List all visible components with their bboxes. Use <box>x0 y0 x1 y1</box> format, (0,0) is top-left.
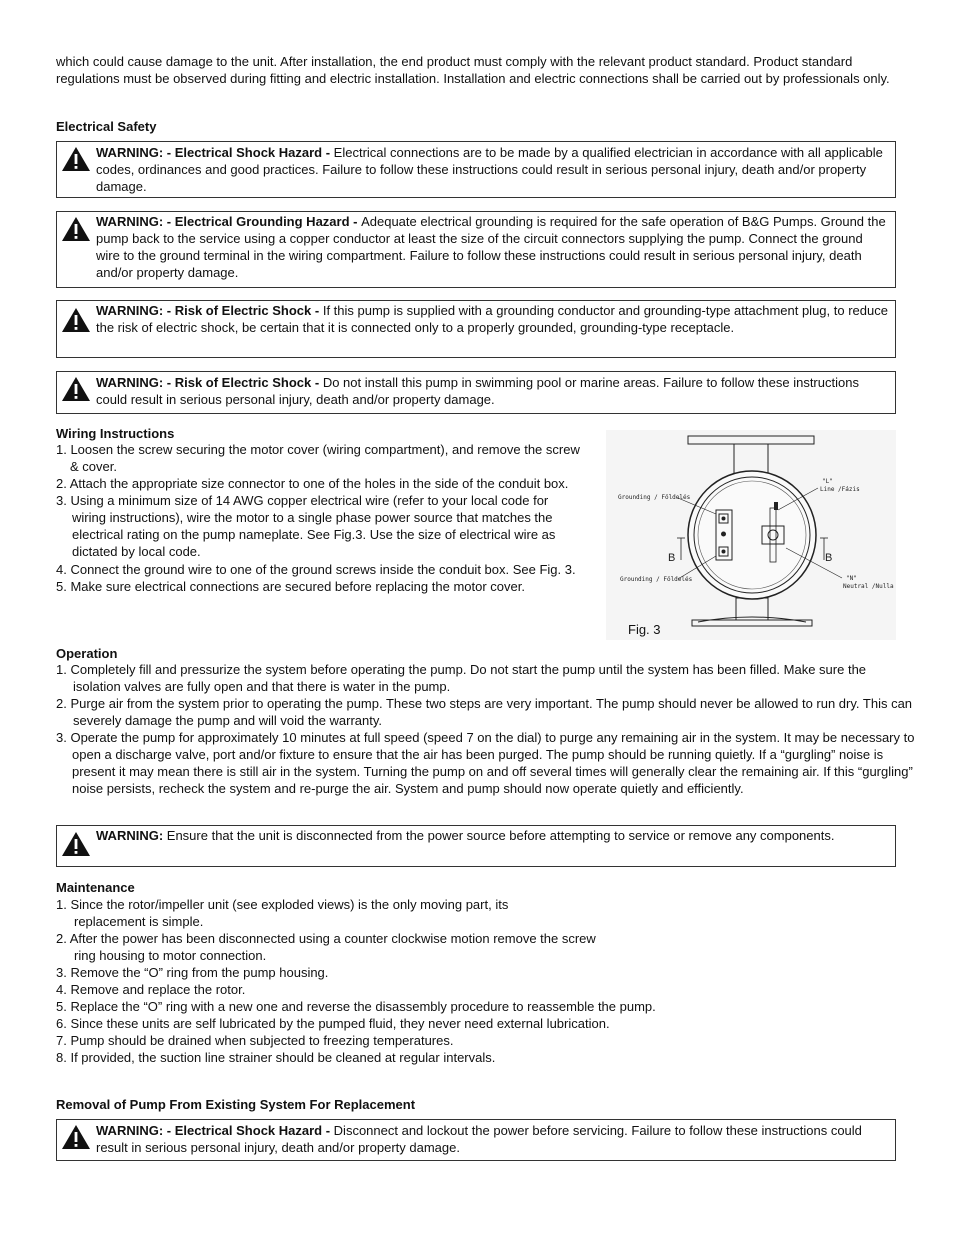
warning-text: Do not install this pump in swimming pool or marine areas. Failure to follow these instructions could result in serious personal injury, death and/or property damage. <box>96 375 859 407</box>
wiring-steps-list <box>56 441 584 595</box>
list-item: 4. Remove and replace the rotor. <box>56 982 246 997</box>
warning-text: Disconnect and lockout the power before servicing. Failure to follow these instructions could result in serious personal injury, death and/or property damage. <box>96 1123 862 1155</box>
warning-label: WARNING: - Electrical Grounding Hazard - <box>96 214 362 229</box>
warning-text: If this pump is supplied with a grounding conductor and grounding-type attachment plug, to reduce the risk of electric shock, be certain that it is connected only to a properly grounded, grounding-type receptacle. <box>96 303 888 335</box>
list-item: 4. Connect the ground wire to one of the ground screws inside the conduit box. See Fig. 3. <box>56 562 576 577</box>
section-b-left: B <box>668 552 676 564</box>
label-line-fazis: Line /Fázis <box>820 486 860 493</box>
list-item: 3. Remove the “O” ring from the pump housing. <box>56 965 329 980</box>
warning-triangle-icon <box>61 1124 91 1150</box>
warning-text: Electrical connections are to be made by a qualified electrician in accordance with all applicable codes, ordinances and good practices. Failure to follow these instructions could result in serious personal injury, death and/or property damage. <box>96 145 883 194</box>
warning-triangle-icon <box>61 146 91 172</box>
label-neutral-nulla: Neutral /Nulla <box>843 583 894 590</box>
warning-box-disconnect <box>56 825 896 867</box>
motor-housing <box>688 471 816 599</box>
list-item: 1. Since the rotor/impeller unit (see exploded views) is the only moving part, its replacement is simple. <box>56 897 509 929</box>
warning-label: WARNING: <box>96 828 164 843</box>
list-item: 7. Pump should be drained when subjected to freezing temperatures. <box>56 1033 454 1048</box>
label-grounding-top: Grounding / Földelés <box>618 494 691 501</box>
warning-triangle-icon <box>61 307 91 333</box>
wiring-instructions-heading: Wiring Instructions <box>56 426 175 441</box>
label-grounding-bottom: Grounding / Földelés <box>620 576 693 583</box>
warning-triangle-icon <box>61 376 91 402</box>
electrical-safety-heading: Electrical Safety <box>56 119 157 134</box>
warning-box-electric-shock-grounding <box>56 300 896 358</box>
operation-heading: Operation <box>56 646 118 661</box>
list-item: 2. Purge air from the system prior to operating the pump. These two steps are very important. The pump should never be allowed to run dry. This can severely damage the pump and will void the warranty. <box>56 696 913 728</box>
pump-wiring-diagram <box>606 430 896 640</box>
list-item: 6. Since these units are self lubricated by the pumped fluid, they never need external lubrication. <box>56 1016 610 1031</box>
warning-label: WARNING: - Risk of Electric Shock - <box>96 375 323 390</box>
figure-caption: Fig. 3 <box>628 622 661 637</box>
warning-box-shock-hazard <box>56 141 896 198</box>
warning-text: Ensure that the unit is disconnected from the power source before attempting to service or remove any components. <box>163 828 835 843</box>
list-item: 5. Replace the “O” ring with a new one and reverse the disassembly procedure to reassemble the pump. <box>56 999 656 1014</box>
label-neutral-n: "N" <box>846 575 857 582</box>
warning-text: Adequate electrical grounding is required for the safe operation of B&G Pumps. Ground the pump back to the service using a copper conductor at least the size of the circuit connectors supplying the pump. Connect the ground wire to the ground terminal in the wiring compartment. Failure to follow these instructions could result in serious personal injury, death and/or property damage. <box>96 214 886 280</box>
section-b-right: B <box>825 552 833 564</box>
warning-label: WARNING: - Electrical Shock Hazard - <box>96 145 334 160</box>
list-item: 2. Attach the appropriate size connector to one of the holes in the side of the conduit box. <box>56 476 569 491</box>
list-item: 1. Loosen the screw securing the motor cover (wiring compartment), and remove the screw & cover. <box>56 442 580 474</box>
maintenance-heading: Maintenance <box>56 880 135 895</box>
removal-heading: Removal of Pump From Existing System For Replacement <box>56 1097 416 1112</box>
operation-steps-list <box>56 661 916 797</box>
warning-box-removal-shock <box>56 1119 896 1161</box>
warning-box-grounding-hazard <box>56 211 896 288</box>
list-item: 3. Using a minimum size of 14 AWG copper electrical wire (refer to your local code for wiring instructions), wire the motor to a single phase power source that matches the electrical rating on the pump nameplate. See Fig.3. Use the size of electrical wire as dictated by local code. <box>56 493 556 559</box>
warning-label: WARNING: - Risk of Electric Shock - <box>96 303 323 318</box>
intro-paragraph: which could cause damage to the unit. After installation, the end product must comply with the relevant product standard. Product standard regulations must be observed during fitting and electric installation. Installation and electric connections shall be carried out by professionals only. <box>56 54 890 86</box>
warning-label: WARNING: - Electrical Shock Hazard - <box>96 1123 334 1138</box>
warning-triangle-icon <box>61 831 91 857</box>
warning-box-electric-shock-pool <box>56 371 896 414</box>
list-item: 1. Completely fill and pressurize the system before operating the pump. Do not start the pump until the system has been filled. Make sure the isolation valves are fully open and that there is water in the pump. <box>56 662 867 694</box>
warning-triangle-icon <box>61 216 91 242</box>
list-item: 2. After the power has been disconnected using a counter clockwise motion remove the screw ring housing to motor connection. <box>56 931 596 963</box>
label-line-l: "L" <box>822 478 833 485</box>
list-item: 3. Operate the pump for approximately 10 minutes at full speed (speed 7 on the dial) to purge any remaining air in the system. It may be necessary to open a discharge valve, port and/or fixture to ensure that the air has been purged. The pump should be running quietly. If a “gurgling” noise is present it may mean there is still air in the system. Turning the pump on and off several times will generally clear the remaining air. If this “gurgling” noise persists, recheck the system and re-purge the air. System and pump should now operate quietly and efficiently. <box>56 730 915 796</box>
maintenance-steps-list <box>56 896 676 1066</box>
list-item: 5. Make sure electrical connections are secured before replacing the motor cover. <box>56 579 525 594</box>
list-item: 8. If provided, the suction line strainer should be cleaned at regular intervals. <box>56 1050 496 1065</box>
